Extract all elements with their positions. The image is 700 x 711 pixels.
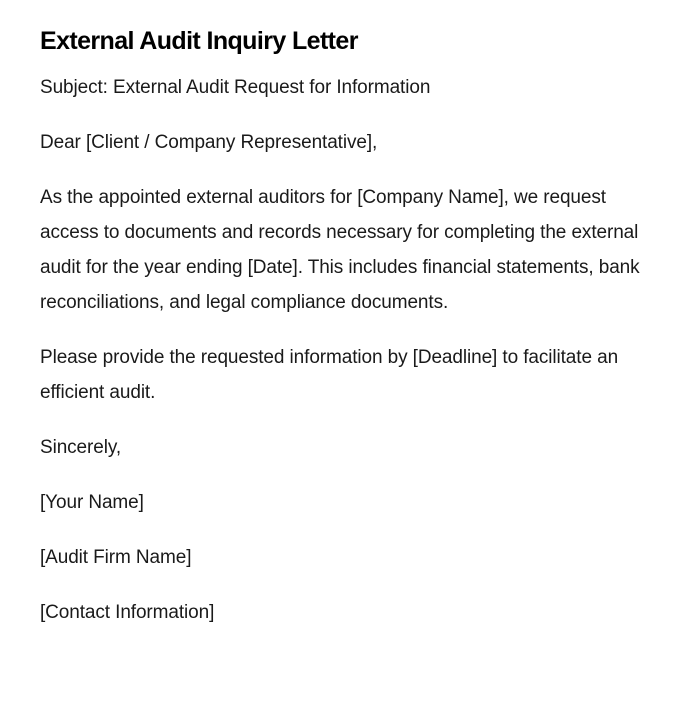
body-paragraph-deadline: Please provide the requested information by [Deadline] to facilitate an efficient audit.: [40, 347, 619, 403]
body-paragraph-request: As the appointed external auditors for [Company Name], we request access to documents and records necessary for completing the external audit for the year ending [Date]. This includes financial statements, bank reconciliations, and legal compliance documents.: [40, 187, 640, 313]
signature-contact: [Contact Information]: [40, 602, 215, 623]
document-title: External Audit Inquiry Letter: [40, 27, 358, 55]
closing: Sincerely,: [40, 437, 122, 458]
salutation: Dear [Client / Company Representative],: [40, 132, 378, 153]
subject-line: Subject: External Audit Request for Information: [40, 77, 431, 98]
signature-firm: [Audit Firm Name]: [40, 547, 192, 568]
signature-name: [Your Name]: [40, 492, 144, 513]
